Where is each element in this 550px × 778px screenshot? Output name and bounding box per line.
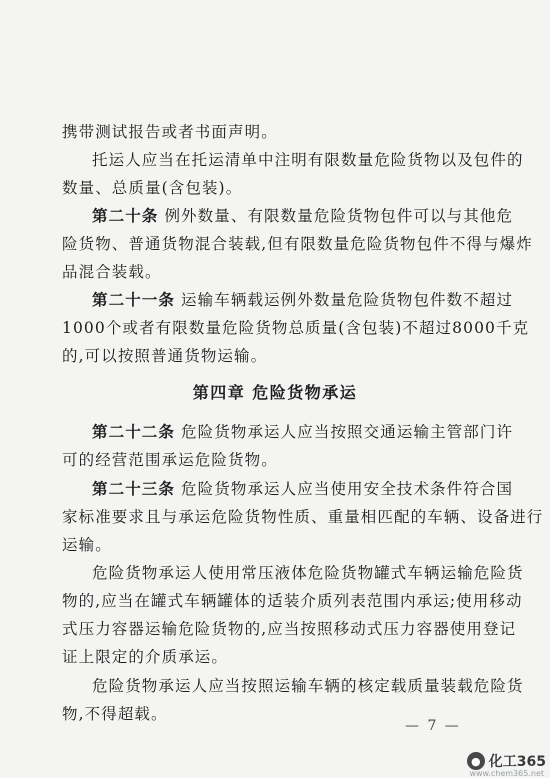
article-22-heading: 第二十二条 (92, 422, 176, 441)
paragraph-line: 数量、总质量(含包装)。 (62, 179, 243, 197)
chapter-title: 第四章 危险货物承运 (192, 383, 358, 402)
article-21-heading: 第二十一条 (92, 290, 176, 309)
page-number: — 7 — (405, 718, 461, 734)
wechat-icon: ● (467, 752, 485, 770)
paragraph-line: 危险货物承运人使用常压液体危险货物罐式车辆运输危险货 (92, 564, 524, 582)
paragraph-line: 携带测试报告或者书面声明。 (62, 123, 278, 141)
article-22-text: 危险货物承运人应当按照交通运输主管部门许 (181, 423, 514, 441)
paragraph-line: 危险货物承运人应当按照运输车辆的核定载质量装载危险货 (92, 677, 524, 695)
paragraph-line: 运输。 (62, 536, 112, 554)
paragraph-line: 险货物、普通货物混合装载,但有限数量危险货物包件不得与爆炸 (62, 235, 533, 253)
paragraph-line: 的,可以按照普通货物运输。 (62, 347, 268, 365)
article-20-text: 例外数量、有限数量危险货物包件可以与其他危 (164, 207, 514, 225)
article-20-line (92, 206, 514, 226)
watermark-url: www.chem365.net (469, 769, 544, 778)
article-23-heading: 第二十三条 (92, 479, 176, 498)
paragraph-line: 物的,应当在罐式车辆罐体的适装介质列表范围内承运;使用移动 (62, 592, 523, 610)
watermark-brand: 化工365 (488, 754, 546, 770)
article-21-line (92, 290, 514, 310)
article-23-text: 危险货物承运人应当使用安全技术条件符合国 (181, 480, 514, 498)
article-23-line (92, 479, 514, 499)
paragraph-line: 1000个或者有限数量危险货物总质量(含包装)不超过8000千克 (62, 319, 530, 337)
article-20-heading: 第二十条 (92, 206, 159, 225)
paragraph-line: 家标准要求且与承运危险货物性质、重量相匹配的车辆、设备进行 (62, 508, 544, 526)
article-21-text: 运输车辆载运例外数量危险货物包件数不超过 (181, 291, 514, 309)
paragraph-line: 式压力容器运输危险货物的,应当按照移动式压力容器使用登记 (62, 620, 517, 638)
paragraph-line: 托运人应当在托运清单中注明有限数量危险货物以及包件的 (92, 151, 524, 169)
paragraph-line: 证上限定的介质承运。 (62, 648, 229, 666)
article-22-line (92, 422, 514, 442)
paragraph-line: 品混合装载。 (62, 263, 162, 281)
paragraph-line: 物,不得超载。 (62, 705, 168, 723)
paragraph-line: 可的经营范围承运危险货物。 (62, 451, 278, 469)
